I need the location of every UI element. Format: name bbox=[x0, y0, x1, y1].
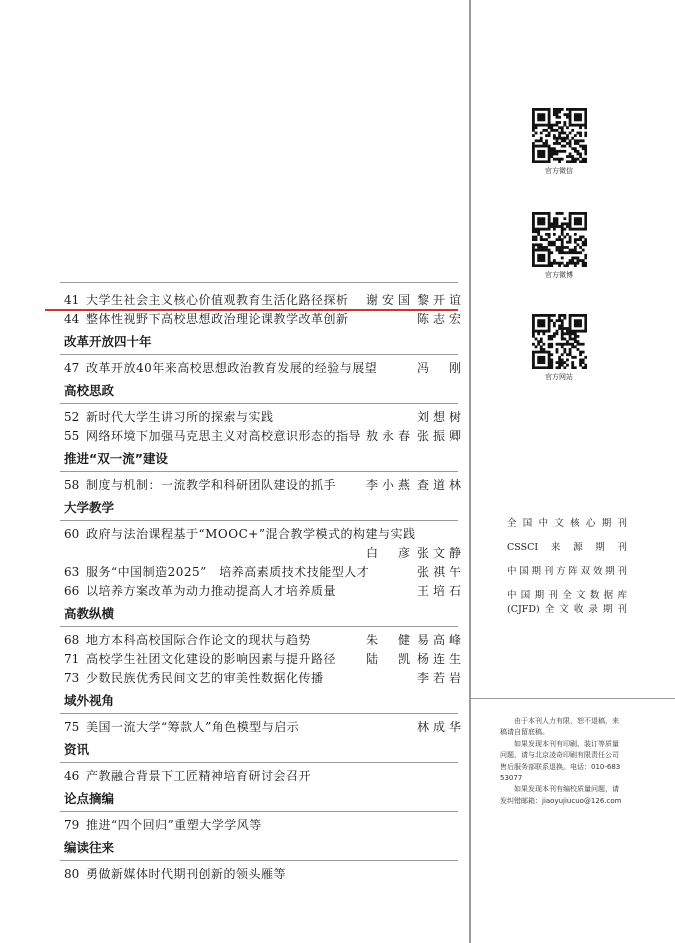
qr-weibo[interactable] bbox=[529, 212, 589, 280]
index-item: 中国期刊全文数据库 bbox=[507, 590, 627, 601]
notice-paragraph: 如果发现本刊有编校质量问题，请发纠错邮箱：jiaoyujiucuo@126.com bbox=[500, 785, 622, 805]
qr-label-website: 官方网站 bbox=[545, 373, 573, 381]
article-title: 美国一流大学“筹款人”角色模型与启示 bbox=[86, 720, 300, 734]
toc-entry[interactable] bbox=[60, 359, 466, 378]
page-number: 75 bbox=[64, 720, 80, 734]
page-number: 55 bbox=[64, 429, 80, 443]
section-heading: 资讯 bbox=[64, 742, 90, 757]
article-title: 高校学生社团文化建设的影响因素与提升路径 bbox=[86, 652, 337, 666]
toc-entry[interactable] bbox=[60, 767, 458, 786]
toc-entry[interactable] bbox=[60, 718, 466, 737]
section-heading: 高教纵横 bbox=[64, 606, 115, 621]
article-title: 制度与机制：一流教学和科研团队建设的抓手 bbox=[86, 478, 337, 492]
qr-code-icon bbox=[532, 108, 587, 163]
toc-entry[interactable] bbox=[60, 563, 466, 582]
toc-entry[interactable] bbox=[60, 525, 458, 544]
article-title: 大学生社会主义核心价值观教育生活化路径探析 bbox=[86, 293, 349, 307]
qr-label-wechat: 官方微信 bbox=[545, 167, 573, 175]
index-item: 中国期刊方阵双效期刊 bbox=[507, 566, 627, 577]
article-title: 服务“中国制造2025” 培养高素质技术技能型人才 bbox=[86, 565, 370, 579]
page-number: 41 bbox=[64, 293, 80, 307]
page-number: 44 bbox=[64, 312, 80, 326]
qr-code-icon bbox=[532, 212, 587, 267]
article-title: 网络环境下加强马克思主义对高校意识形态的指导 bbox=[86, 429, 362, 443]
author-name: 张文静 bbox=[417, 546, 466, 560]
highlight-underline bbox=[45, 309, 458, 311]
toc-entry[interactable] bbox=[60, 427, 466, 446]
index-item: 全国中文核心期刊 bbox=[507, 518, 627, 529]
article-title: 勇做新媒体时代期刊创新的领头雁等 bbox=[86, 867, 287, 881]
toc-entry[interactable] bbox=[60, 669, 466, 688]
qr-website[interactable] bbox=[529, 314, 589, 382]
indexing-list bbox=[507, 517, 627, 617]
page-number: 68 bbox=[64, 633, 80, 647]
page-number: 52 bbox=[64, 410, 80, 424]
qr-wechat[interactable] bbox=[529, 108, 589, 176]
article-title: 改革开放40年来高校思想政治教育发展的经验与展望 bbox=[86, 361, 378, 375]
section-heading: 大学教学 bbox=[64, 500, 115, 515]
section-heading: 改革开放四十年 bbox=[64, 334, 152, 349]
author-name: 陆 凯 bbox=[366, 652, 415, 666]
author-name: 李小燕 bbox=[366, 478, 415, 492]
section-heading: 推进“双一流”建设 bbox=[64, 451, 168, 466]
article-title: 产教融合背景下工匠精神培育研讨会召开 bbox=[86, 769, 312, 783]
article-title: 新时代大学生讲习所的探索与实践 bbox=[86, 410, 274, 424]
article-title: 以培养方案改革为动力推动提高人才培养质量 bbox=[86, 584, 337, 598]
page-number: 79 bbox=[64, 818, 80, 832]
article-title: 推进“四个回归”重塑大学学风等 bbox=[86, 818, 262, 832]
notice-text bbox=[500, 716, 622, 807]
author-name: 朱 健 bbox=[366, 633, 415, 647]
page-number: 73 bbox=[64, 671, 80, 685]
toc-entry[interactable] bbox=[60, 631, 466, 650]
toc-top-rule bbox=[60, 282, 458, 291]
index-item: CSSCI来源期刊 bbox=[507, 542, 627, 553]
section-heading: 域外视角 bbox=[64, 693, 115, 708]
author-name: 谢安国 bbox=[366, 293, 415, 307]
toc-entry[interactable] bbox=[60, 408, 466, 427]
author-name: 杨连生 bbox=[417, 652, 466, 666]
author-name: 白 彦 bbox=[366, 546, 415, 560]
author-name: 刘想树 bbox=[417, 410, 466, 424]
author-name: 查道林 bbox=[417, 478, 466, 492]
page-number: 58 bbox=[64, 478, 80, 492]
toc-entry[interactable] bbox=[60, 650, 466, 669]
toc-entry[interactable] bbox=[60, 865, 458, 884]
author-name: 李若岩 bbox=[417, 671, 466, 685]
page-number: 63 bbox=[64, 565, 80, 579]
article-title: 地方本科高校国际合作论文的现状与趋势 bbox=[86, 633, 312, 647]
page-number: 47 bbox=[64, 361, 80, 375]
author-name: 冯 刚 bbox=[417, 361, 466, 375]
section-heading: 论点摘编 bbox=[64, 791, 115, 806]
author-name: 张祺午 bbox=[417, 565, 466, 579]
qr-label-weibo: 官方微博 bbox=[545, 271, 573, 279]
page-number: 71 bbox=[64, 652, 80, 666]
toc-entry[interactable] bbox=[60, 476, 466, 495]
article-title: 整体性视野下高校思想政治理论课教学改革创新 bbox=[86, 312, 349, 326]
column-divider bbox=[469, 0, 471, 943]
author-name: 易高峰 bbox=[417, 633, 466, 647]
toc-entry[interactable] bbox=[60, 310, 466, 329]
author-name: 王培石 bbox=[417, 584, 466, 598]
author-name: 陈志宏 bbox=[417, 312, 466, 326]
toc-entry[interactable] bbox=[60, 291, 466, 310]
notice-paragraph: 如果发现本刊有印刷、装订等质量问题，请与北京凌奇印刷有限责任公司售后服务部联系退换。电话：010-68353077 bbox=[500, 739, 621, 783]
page-number: 60 bbox=[64, 527, 80, 541]
page-number: 46 bbox=[64, 769, 80, 783]
toc-entry[interactable] bbox=[60, 816, 458, 835]
page-number: 66 bbox=[64, 584, 80, 598]
page-number: 80 bbox=[64, 867, 80, 881]
article-title: 政府与法治课程基于“MOOC+”混合教学模式的构建与实践 bbox=[86, 527, 416, 541]
section-heading: 编读往来 bbox=[64, 840, 115, 855]
author-name: 敖永春 bbox=[366, 429, 415, 443]
author-name: 林成华 bbox=[417, 720, 466, 734]
index-item: (CJFD)全文收录期刊 bbox=[507, 604, 627, 615]
table-of-contents bbox=[60, 282, 466, 884]
notice-paragraph: 由于本刊人力有限，恕不退稿，来稿请自留底稿。 bbox=[500, 717, 619, 737]
author-name: 黎开谊 bbox=[417, 293, 466, 307]
section-heading: 高校思政 bbox=[64, 383, 115, 398]
toc-entry[interactable] bbox=[60, 582, 466, 601]
author-name: 张振卿 bbox=[417, 429, 466, 443]
qr-code-icon bbox=[532, 314, 587, 369]
toc-entry[interactable] bbox=[60, 544, 466, 563]
right-column-divider bbox=[471, 698, 675, 699]
article-title: 少数民族优秀民间文艺的审美性数据化传播 bbox=[86, 671, 324, 685]
